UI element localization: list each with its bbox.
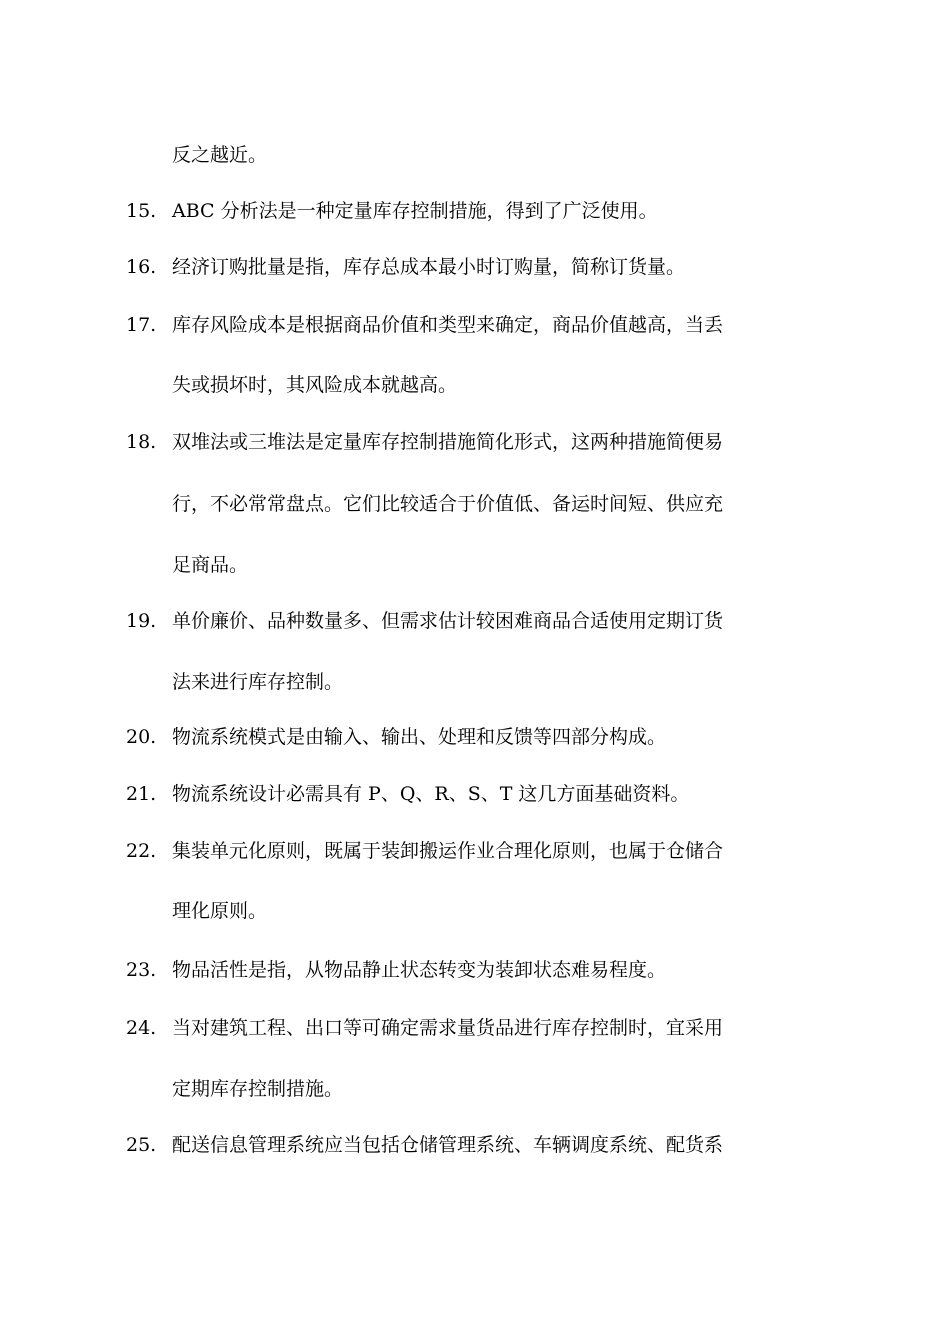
line-text: 经济订购批量是指，库存总成本最小时订购量，简称订货量。	[172, 256, 686, 278]
item-number: 19.	[126, 610, 157, 632]
line-text: 定期库存控制措施。	[172, 1078, 344, 1100]
item-number: 17.	[126, 314, 157, 336]
line-text: 库存风险成本是根据商品价值和类型来确定，商品价值越高，当丢	[172, 314, 724, 336]
line-text: 理化原则。	[172, 900, 268, 922]
item-number: 21.	[126, 783, 157, 805]
line-text: 单价廉价、品种数量多、但需求估计较困难商品合适使用定期订货	[172, 610, 724, 632]
line-text: 失或损坏时，其风险成本就越高。	[172, 374, 458, 396]
line-text: ABC 分析法是一种定量库存控制措施，得到了广泛使用。	[172, 200, 658, 222]
line-text: 足商品。	[172, 554, 249, 576]
item-number: 15.	[126, 200, 157, 222]
item-number: 16.	[126, 256, 157, 278]
item-number: 25.	[126, 1134, 157, 1156]
item-number: 18.	[126, 431, 157, 453]
line-text: 物品活性是指，从物品静止状态转变为装卸状态难易程度。	[172, 959, 667, 981]
line-text: 反之越近。	[172, 144, 268, 166]
line-text: 双堆法或三堆法是定量库存控制措施简化形式，这两种措施简便易	[172, 431, 724, 453]
item-number: 24.	[126, 1017, 157, 1039]
line-text: 物流系统模式是由输入、输出、处理和反馈等四部分构成。	[172, 726, 667, 748]
line-text: 法来进行库存控制。	[172, 671, 344, 693]
line-text: 当对建筑工程、出口等可确定需求量货品进行库存控制时，宜采用	[172, 1017, 724, 1039]
item-number: 20.	[126, 726, 157, 748]
item-number: 23.	[126, 959, 157, 981]
line-text: 行，不必常常盘点。它们比较适合于价值低、备运时间短、供应充	[172, 493, 724, 515]
line-text: 集装单元化原则，既属于装卸搬运作业合理化原则，也属于仓储合	[172, 840, 724, 862]
line-text: 物流系统设计必需具有 P、Q、R、S、T 这几方面基础资料。	[172, 783, 690, 805]
line-text: 配送信息管理系统应当包括仓储管理系统、车辆调度系统、配货系	[172, 1134, 724, 1156]
item-number: 22.	[126, 840, 157, 862]
